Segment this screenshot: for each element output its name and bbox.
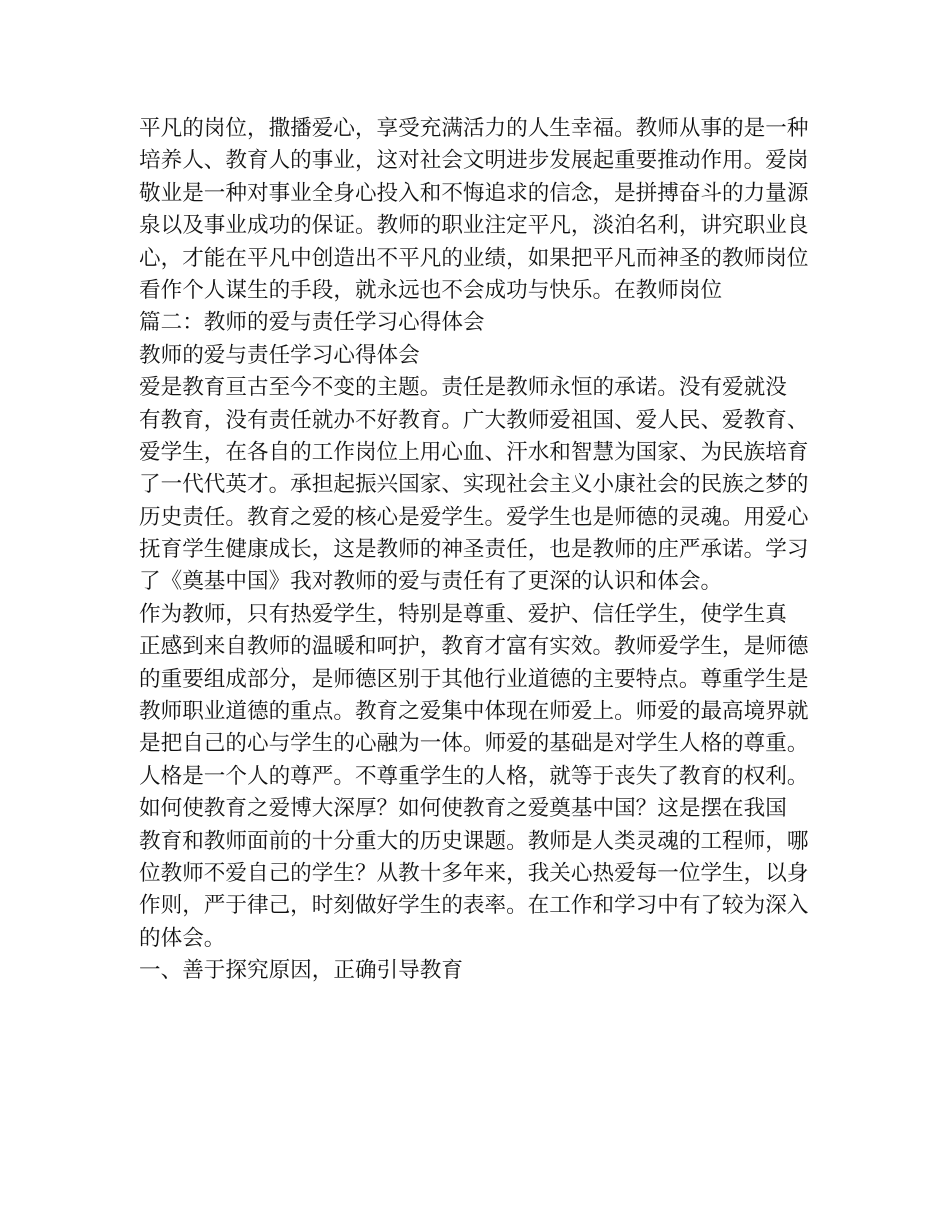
article-title: 教师的爱与责任学习心得体会 <box>139 342 420 368</box>
text-line: 平凡的岗位，撒播爱心，享受充满活力的人生幸福。教师从事的是一种 <box>139 116 809 141</box>
text-line: 的体会。 <box>139 925 226 951</box>
text-line: 心，才能在平凡中创造出不平凡的业绩，如果把平凡而神圣的教师岗位 <box>139 245 809 271</box>
text-line: 了一代代英才。承担起振兴国家、实现社会主义小康社会的民族之梦的 <box>139 472 809 498</box>
document-body <box>139 113 819 988</box>
text-line: 教师职业道德的重点。教育之爱集中体现在师爱上。师爱的最高境界就 <box>139 699 809 725</box>
text-line: 泉以及事业成功的保证。教师的职业注定平凡，淡泊名利，讲究职业良 <box>139 213 809 239</box>
text-line: 是把自己的心与学生的心融为一体。师爱的基础是对学生人格的尊重。 <box>139 731 809 757</box>
text-line: 爱学生，在各自的工作岗位上用心血、汗水和智慧为国家、为民族培育 <box>139 439 809 465</box>
text-line: 位教师不爱自己的学生？从教十多年来，我关心热爱每一位学生，以身 <box>139 860 809 886</box>
text-line: 培养人、教育人的事业，这对社会文明进步发展起重要推动作用。爱岗 <box>139 148 809 174</box>
text-line: 正感到来自教师的温暖和呵护，教育才富有实效。教师爱学生，是师德 <box>139 634 809 660</box>
subsection-heading: 一、善于探究原因，正确引导教育 <box>139 958 463 984</box>
text-line: 教育和教师面前的十分重大的历史课题。教师是人类灵魂的工程师，哪 <box>139 828 809 854</box>
text-line: 有教育，没有责任就办不好教育。广大教师爱祖国、爱人民、爱教育、 <box>139 407 809 433</box>
text-line: 的重要组成部分，是师德区别于其他行业道德的主要特点。尊重学生是 <box>139 666 809 692</box>
text-line: 作则，严于律己，时刻做好学生的表率。在工作和学习中有了较为深入 <box>139 893 809 919</box>
text-line: 人格是一个人的尊严。不尊重学生的人格，就等于丧失了教育的权利。 <box>139 763 809 789</box>
text-line: 爱是教育亘古至今不变的主题。责任是教师永恒的承诺。没有爱就没 <box>139 375 787 401</box>
text-line: 作为教师，只有热爱学生，特别是尊重、爱护、信任学生，使学生真 <box>139 601 787 627</box>
text-line: 如何使教育之爱博大深厚？如何使教育之爱奠基中国？这是摆在我国 <box>139 796 787 822</box>
text-line: 了《奠基中国》我对教师的爱与责任有了更深的认识和体会。 <box>139 569 723 595</box>
section-heading: 篇二：教师的爱与责任学习心得体会 <box>139 310 485 336</box>
text-line: 历史责任。教育之爱的核心是爱学生。爱学生也是师德的灵魂。用爱心 <box>139 504 809 530</box>
text-line: 抚育学生健康成长，这是教师的神圣责任，也是教师的庄严承诺。学习 <box>139 537 809 563</box>
text-line: 敬业是一种对事业全身心投入和不悔追求的信念，是拼搏奋斗的力量源 <box>139 180 809 206</box>
text-line: 看作个人谋生的手段，就永远也不会成功与快乐。在教师岗位 <box>139 277 723 303</box>
